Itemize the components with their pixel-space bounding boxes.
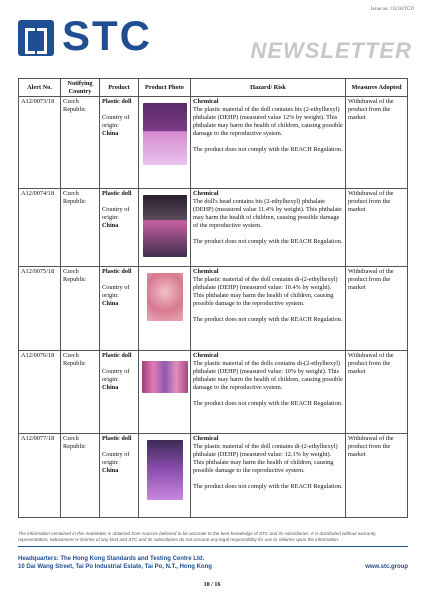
- measures-adopted: Withdrawal of the product from the market: [346, 267, 408, 351]
- product-photo: [142, 361, 188, 393]
- product-photo: [147, 440, 183, 500]
- hazard-type: Chemical: [193, 268, 219, 275]
- origin-country: China: [102, 384, 119, 391]
- alert-number: A12/0075/18: [19, 267, 61, 351]
- notifying-country: Czech Republic: [61, 434, 100, 518]
- measures-adopted: Withdrawal of the product from the market: [346, 351, 408, 434]
- product-cell: [100, 189, 139, 267]
- table-row: [19, 351, 408, 434]
- notifying-country: Czech Republic: [61, 189, 100, 267]
- alert-table: [18, 78, 408, 518]
- reach-statement: The product does not comply with the REACH Regulation.: [193, 400, 343, 407]
- origin-label: Country of origin:: [102, 206, 130, 221]
- origin-label: Country of origin:: [102, 451, 130, 466]
- origin-country: China: [102, 467, 119, 474]
- alert-number: A12/0077/18: [19, 434, 61, 518]
- product-name: Plastic doll: [102, 268, 132, 275]
- footer-divider: [18, 546, 408, 547]
- table-header-row: [19, 79, 408, 97]
- product-photo-cell: [139, 267, 191, 351]
- origin-label: Country of origin:: [102, 368, 130, 383]
- col-header-alert: Alert No.: [19, 79, 61, 97]
- col-header-hazard: Hazard/ Risk: [191, 79, 346, 97]
- product-name: Plastic doll: [102, 190, 132, 197]
- hazard-type: Chemical: [193, 190, 219, 197]
- measures-adopted: Withdrawal of the product from the market: [346, 189, 408, 267]
- hazard-description: The doll's head contains bis (2-ethylhexyl) phthalate (DEHP) (measured value 11.4% by weight). This phthalate may harm the health of children, causing possible damage of the reproductive system.: [193, 198, 342, 229]
- product-cell: [100, 351, 139, 434]
- origin-country: China: [102, 222, 119, 229]
- notifying-country: Czech Republic: [61, 97, 100, 189]
- measures-adopted: Withdrawal of the product from the market: [346, 97, 408, 189]
- hazard-description: The plastic material of the doll contains bis (2-ethylhexyl) phthalate (DEHP) (measured value 12% by weight). This phthalate may harm the health of children, causing possible damage to the reproductive system.: [193, 106, 343, 137]
- hazard-description: The plastic material of the doll contains di-(2-ethylhexyl) phthalate (DEHP) (measured value: 12.1% by weight). This phthalate may harm the health of children, causing possible damage to the reproductive system.: [193, 443, 338, 474]
- product-photo-cell: [139, 97, 191, 189]
- notifying-country: Czech Republic: [61, 267, 100, 351]
- col-header-product: Product: [100, 79, 139, 97]
- brand-name: STC: [62, 12, 152, 59]
- col-header-measures: Measures Adopted: [346, 79, 408, 97]
- hazard-cell: [191, 351, 346, 434]
- product-cell: [100, 267, 139, 351]
- reach-statement: The product does not comply with the REACH Regulation.: [193, 483, 343, 490]
- reach-statement: The product does not comply with the REACH Regulation.: [193, 316, 343, 323]
- hazard-type: Chemical: [193, 435, 219, 442]
- reach-statement: The product does not comply with the REACH Regulation.: [193, 146, 343, 153]
- alert-number: A12/0073/18: [19, 97, 61, 189]
- table-row: [19, 434, 408, 518]
- col-header-country: Notifying Country: [61, 79, 100, 97]
- page-number: 10 / 16: [203, 582, 221, 588]
- issue-number: Issue no.: 03/18/TCD: [370, 7, 414, 12]
- product-photo: [143, 103, 187, 165]
- hq-name: Headquarters: The Hong Kong Standards and Testing Centre Ltd.: [18, 556, 205, 562]
- origin-label: Country of origin:: [102, 284, 130, 299]
- hq-address: 10 Dai Wang Street, Tai Po Industrial Estate, Tai Po, N.T., Hong Kong: [18, 564, 212, 570]
- product-name: Plastic doll: [102, 352, 132, 359]
- product-name: Plastic doll: [102, 435, 132, 442]
- product-photo: [143, 195, 187, 257]
- product-name: Plastic doll: [102, 98, 132, 105]
- hazard-description: The plastic material of the dolls contains di-(2-ethylhexyl) phthalate (DEHP) (measured value: 10% by weight). This phthalate may harm the health of children, causing possible damage to the reproductive system.: [193, 360, 343, 391]
- product-photo-cell: [139, 434, 191, 518]
- hazard-cell: [191, 267, 346, 351]
- measures-adopted: Withdrawal of the product from the market: [346, 434, 408, 518]
- table-row: [19, 267, 408, 351]
- hazard-type: Chemical: [193, 352, 219, 359]
- reach-statement: The product does not comply with the REACH Regulation.: [193, 238, 343, 245]
- origin-country: China: [102, 130, 119, 137]
- alert-number: A12/0074/18: [19, 189, 61, 267]
- alert-number: A12/0076/18: [19, 351, 61, 434]
- hazard-cell: [191, 189, 346, 267]
- hazard-description: The plastic material of the doll contains di-(2-ethylhexyl) phthalate (DEHP) (measured value: 10.4% by weight). This phthalate may harm the health of children, causing possible damage to the reproductive system.: [193, 276, 338, 307]
- stc-logo-icon: [18, 20, 54, 56]
- origin-label: Country of origin:: [102, 114, 130, 129]
- product-cell: [100, 97, 139, 189]
- hazard-type: Chemical: [193, 98, 219, 105]
- product-cell: [100, 434, 139, 518]
- table-row: [19, 189, 408, 267]
- page-header: [0, 0, 424, 68]
- origin-country: China: [102, 300, 119, 307]
- notifying-country: Czech Republic: [61, 351, 100, 434]
- hazard-cell: [191, 434, 346, 518]
- website-link[interactable]: www.stc.group: [365, 564, 408, 570]
- product-photo-cell: [139, 189, 191, 267]
- hazard-cell: [191, 97, 346, 189]
- product-photo: [147, 273, 183, 321]
- table-row: [19, 97, 408, 189]
- disclaimer: The information contained in this newsletter is obtained from sources believed to be accurate to the best knowledge of STC and its subsidiaries. It is distributed without warranty, representation, inducement or license of any kind and STC and its subsidiaries do not assume any legal responsibility for use or reliance upon the information.: [18, 531, 377, 542]
- product-photo-cell: [139, 351, 191, 434]
- col-header-photo: Product Photo: [139, 79, 191, 97]
- newsletter-title: NEWSLETTER: [250, 38, 412, 63]
